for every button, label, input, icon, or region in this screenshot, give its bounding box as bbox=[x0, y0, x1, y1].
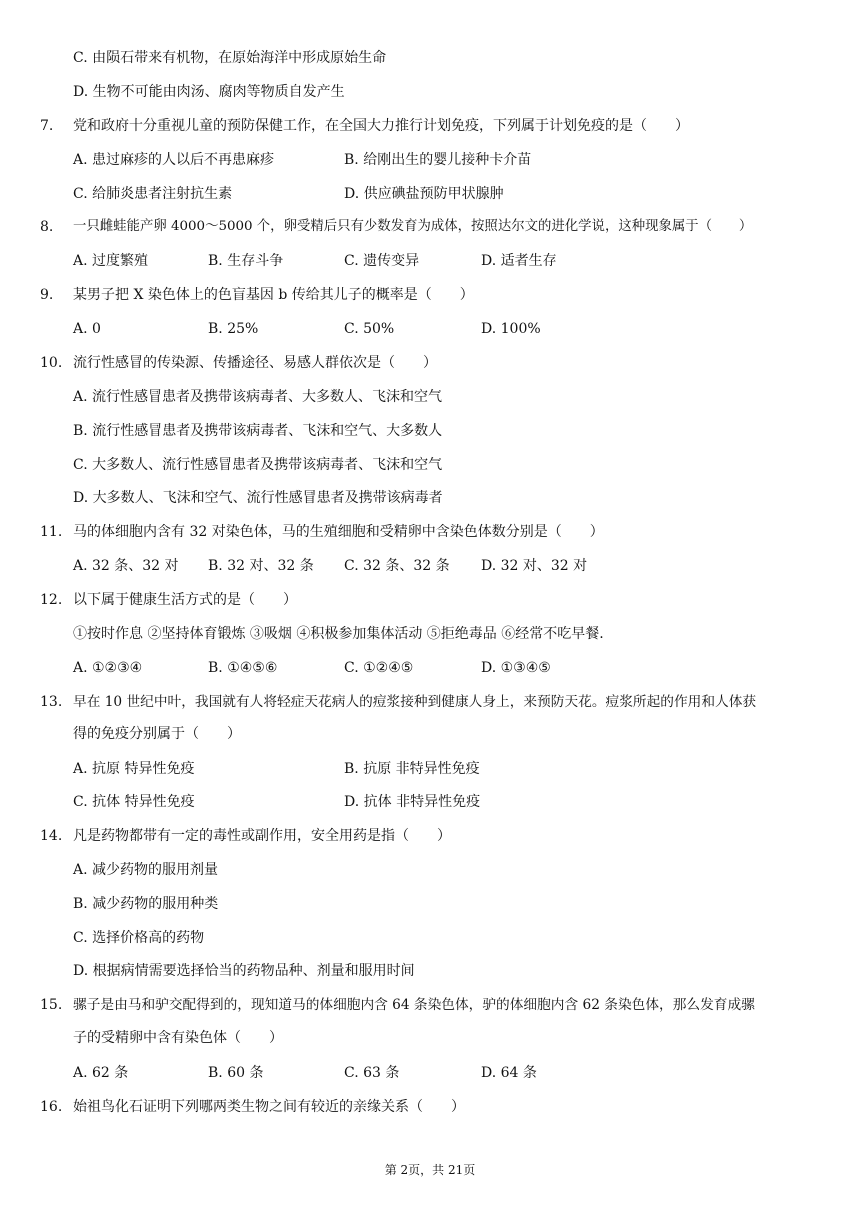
question-text: 马的体细胞内含有 32 对染色体，马的生殖细胞和受精卵中含染色体数分别是（ ） bbox=[73, 524, 604, 540]
question-9 bbox=[0, 283, 860, 307]
option-d: D. 根据病情需要选择恰当的药物品种、剂量和服用时间 bbox=[73, 963, 415, 979]
question-15 bbox=[0, 993, 860, 1017]
question-number: 14. bbox=[40, 828, 63, 844]
option-b: B. 减少药物的服用种类 bbox=[73, 896, 219, 912]
option-line bbox=[0, 486, 860, 510]
option-line bbox=[0, 926, 860, 950]
option-line bbox=[0, 148, 860, 172]
question-subtext: ①按时作息 ②坚持体育锻炼 ③吸烟 ④积极参加集体活动 ⑤拒绝毒品 ⑥经常不吃早餐. bbox=[73, 626, 604, 642]
option-c: C. 63 条 bbox=[344, 1065, 400, 1081]
option-line bbox=[0, 757, 860, 781]
option-b: B. ①④⑤⑥ bbox=[208, 660, 278, 676]
question-number: 13. bbox=[40, 694, 63, 710]
question-7 bbox=[0, 114, 860, 138]
question-text: 骡子是由马和驴交配得到的，现知道马的体细胞内含 64 条染色体，驴的体细胞内含 62 条染色体，那么发育成骡 bbox=[73, 997, 755, 1013]
option-line bbox=[0, 790, 860, 814]
question-text-continued: 得的免疫分别属于（ ） bbox=[73, 726, 241, 742]
question-14 bbox=[0, 824, 860, 848]
option-a: A. 过度繁殖 bbox=[73, 253, 149, 269]
option-line bbox=[0, 656, 860, 680]
question-number: 8. bbox=[40, 219, 54, 235]
page-footer: 第 2页，共 21页 bbox=[384, 1163, 476, 1177]
question-13 bbox=[0, 690, 860, 714]
option-d: D. 100% bbox=[481, 321, 541, 337]
option-a: A. 62 条 bbox=[73, 1065, 129, 1081]
option-a: A. ①②③④ bbox=[73, 660, 143, 676]
option-b: B. 生存斗争 bbox=[208, 253, 284, 269]
option-a: A. 流行性感冒患者及携带该病毒者、大多数人、飞沫和空气 bbox=[73, 389, 443, 405]
option-line bbox=[0, 858, 860, 882]
question-number: 7. bbox=[40, 118, 54, 134]
option-b: B. 32 对、32 条 bbox=[208, 558, 314, 574]
question-12 bbox=[0, 588, 860, 612]
question-number: 10. bbox=[40, 355, 63, 371]
question-text: 流行性感冒的传染源、传播途径、易感人群依次是（ ） bbox=[73, 355, 437, 371]
option-line bbox=[0, 46, 860, 70]
option-line bbox=[0, 80, 860, 104]
option-line bbox=[0, 317, 860, 341]
option-line bbox=[0, 959, 860, 983]
option-c: C. 大多数人、流行性感冒患者及携带该病毒者、飞沫和空气 bbox=[73, 457, 443, 473]
option-b: B. 给刚出生的婴儿接种卡介苗 bbox=[344, 152, 532, 168]
question-10 bbox=[0, 351, 860, 375]
option-a: A. 患过麻疹的人以后不再患麻疹 bbox=[73, 152, 275, 168]
option-line bbox=[0, 385, 860, 409]
question-sub-line bbox=[0, 622, 860, 646]
option-d: D. 生物不可能由肉汤、腐肉等物质自发产生 bbox=[73, 84, 345, 100]
option-d: D. 供应碘盐预防甲状腺肿 bbox=[344, 186, 504, 202]
option-a: A. 0 bbox=[73, 321, 101, 337]
question-number: 11. bbox=[40, 524, 63, 540]
option-a: A. 减少药物的服用剂量 bbox=[73, 862, 219, 878]
question-text: 始祖鸟化石证明下列哪两类生物之间有较近的亲缘关系（ ） bbox=[73, 1099, 465, 1115]
option-line bbox=[0, 554, 860, 578]
question-continuation bbox=[0, 722, 860, 746]
option-c: C. 32 条、32 条 bbox=[344, 558, 450, 574]
question-text: 凡是药物都带有一定的毒性或副作用，安全用药是指（ ） bbox=[73, 828, 451, 844]
option-d: D. 大多数人、飞沫和空气、流行性感冒患者及携带该病毒者 bbox=[73, 490, 443, 506]
question-text: 以下属于健康生活方式的是（ ） bbox=[73, 592, 297, 608]
option-c: C. 50% bbox=[344, 321, 395, 337]
option-line bbox=[0, 419, 860, 443]
option-d: D. 抗体 非特异性免疫 bbox=[344, 794, 481, 810]
question-number: 9. bbox=[40, 287, 54, 303]
option-b: B. 抗原 非特异性免疫 bbox=[344, 761, 480, 777]
option-b: B. 25% bbox=[208, 321, 259, 337]
question-16 bbox=[0, 1095, 860, 1119]
option-c: C. 由陨石带来有机物，在原始海洋中形成原始生命 bbox=[73, 50, 387, 66]
option-b: B. 60 条 bbox=[208, 1065, 264, 1081]
option-c: C. 选择价格高的药物 bbox=[73, 930, 205, 946]
option-c: C. ①②④⑤ bbox=[344, 660, 414, 676]
option-line bbox=[0, 1061, 860, 1085]
option-d: D. 32 对、32 对 bbox=[481, 558, 588, 574]
option-c: C. 给肺炎患者注射抗生素 bbox=[73, 186, 233, 202]
question-number: 15. bbox=[40, 997, 63, 1013]
option-d: D. ①③④⑤ bbox=[481, 660, 551, 676]
option-b: B. 流行性感冒患者及携带该病毒者、飞沫和空气、大多数人 bbox=[73, 423, 443, 439]
question-8 bbox=[0, 215, 860, 239]
option-c: C. 遗传变异 bbox=[344, 253, 420, 269]
option-c: C. 抗体 特异性免疫 bbox=[73, 794, 195, 810]
question-text-continued: 子的受精卵中含有染色体（ ） bbox=[73, 1030, 283, 1046]
option-line bbox=[0, 182, 860, 206]
question-text: 早在 10 世纪中叶，我国就有人将轻症天花病人的痘浆接种到健康人身上，来预防天花。痘浆所起的作用和人体获 bbox=[73, 694, 757, 710]
option-line bbox=[0, 249, 860, 273]
question-continuation bbox=[0, 1026, 860, 1050]
question-text: 一只雌蛙能产卵 4000～5000 个，卵受精后只有少数发育为成体，按照达尔文的进化学说，这种现象属于（ ） bbox=[73, 219, 753, 234]
question-number: 12. bbox=[40, 592, 63, 608]
question-11 bbox=[0, 520, 860, 544]
option-line bbox=[0, 453, 860, 477]
question-text: 党和政府十分重视儿童的预防保健工作，在全国大力推行计划免疫，下列属于计划免疫的是（ ） bbox=[73, 118, 689, 134]
option-line bbox=[0, 892, 860, 916]
option-d: D. 64 条 bbox=[481, 1065, 537, 1081]
option-a: A. 抗原 特异性免疫 bbox=[73, 761, 195, 777]
option-d: D. 适者生存 bbox=[481, 253, 557, 269]
question-text: 某男子把 X 染色体上的色盲基因 b 传给其儿子的概率是（ ） bbox=[73, 287, 474, 303]
option-a: A. 32 条、32 对 bbox=[73, 558, 179, 574]
question-number: 16. bbox=[40, 1099, 63, 1115]
